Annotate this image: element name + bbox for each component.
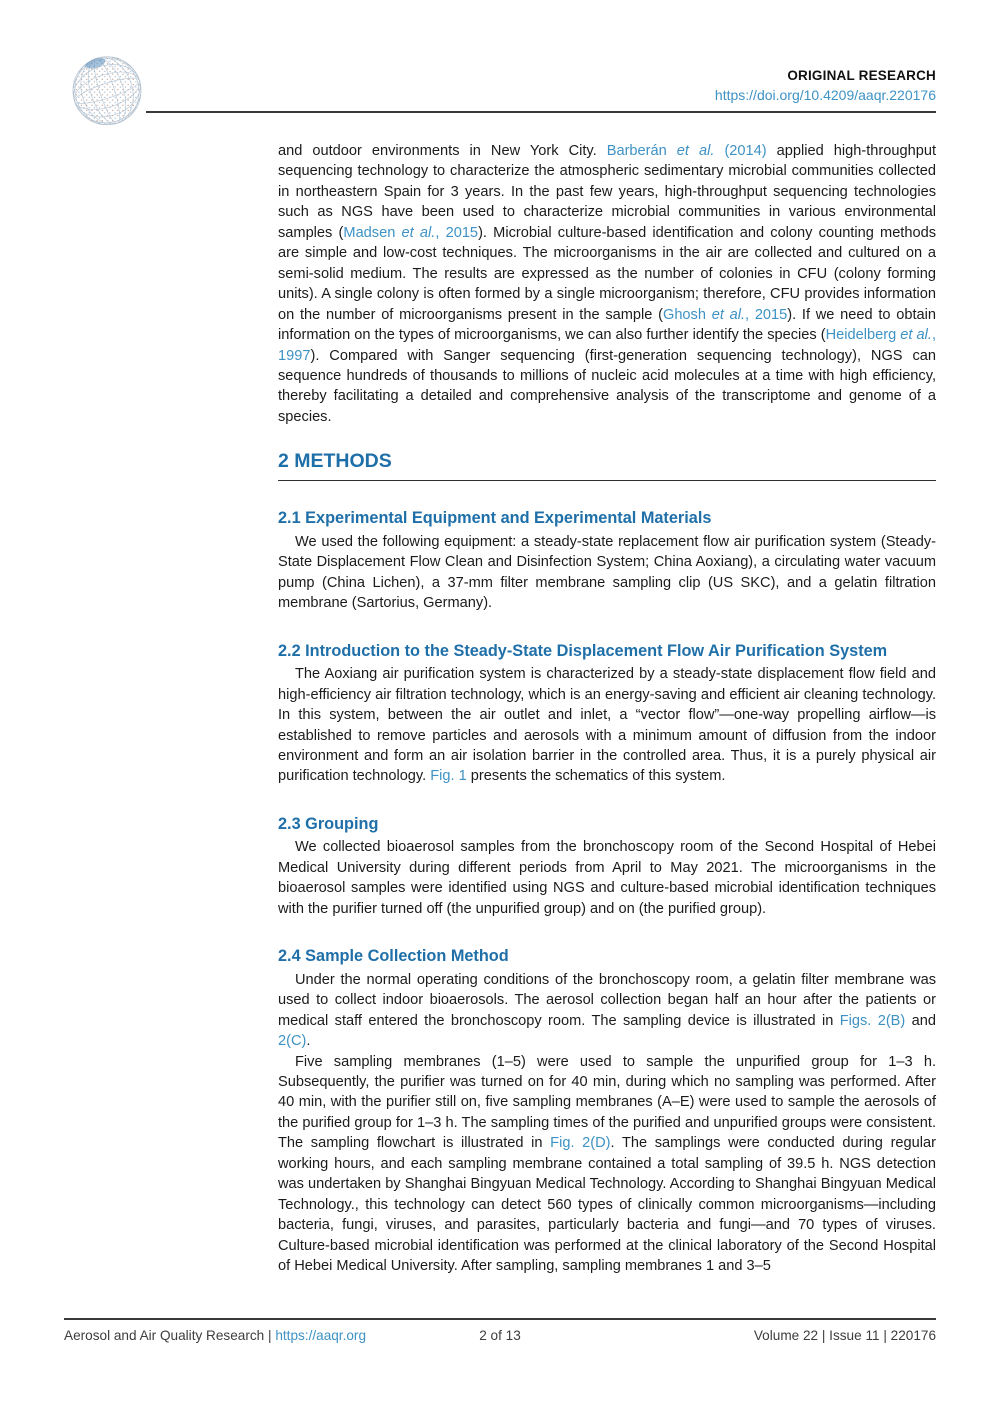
text-run: ). If we need to obtain information on the types of microorganisms, we can also further identify the species ( — [278, 306, 937, 344]
subsection-heading-2-3: 2.3 Grouping — [278, 814, 379, 833]
globe-logo — [70, 52, 144, 128]
citation-link[interactable]: Ghosh — [662, 306, 712, 323]
header-divider — [146, 111, 936, 113]
citation-link[interactable]: Heidelberg — [825, 327, 901, 344]
paragraph-2-3 — [278, 837, 936, 919]
subsection-heading-2-1: 2.1 Experimental Equipment and Experimental Materials — [278, 509, 712, 528]
text-run: Under the normal operating conditions of the bronchoscopy room, a gelatin filter membrane was used to collect indoor bioaerosols. The aerosol collection began half an hour after the patients or medical staff entered the bronchoscopy room. The sampling device is illustrated in — [278, 971, 936, 1029]
text-run: applied high-throughput sequencing technology to characterize the atmospheric sedimentary microbial communities collected in northeastern Spain for 3 years. In the past few years, high-throughput sequencing technologies such as NGS have been used to characterize microbial communities in various environmental samples ( — [278, 143, 936, 241]
paragraph-2-4-a — [278, 970, 936, 1052]
footer-journal — [64, 1328, 479, 1343]
text-run: presents the schematics of this system. — [466, 768, 726, 785]
text-run: ). Compared with Sanger sequencing (first-generation sequencing technology), NGS can sequence hundreds of thousands to millions of nucleic acid molecules at a time with high efficiency, thereby facilitating a detailed and comprehensive analysis of the transcriptome and genome of a species. — [278, 347, 936, 425]
citation-link[interactable]: 2(C) — [278, 1033, 307, 1050]
citation-link[interactable]: , 1997 — [278, 327, 937, 364]
citation-link[interactable]: Fig. 2(D) — [550, 1135, 611, 1152]
globe-wireframe-icon — [70, 52, 144, 128]
footer-divider — [64, 1318, 936, 1320]
text-run: The Aoxiang air purification system is characterized by a steady-state displacement flow field and high-efficiency air filtration technology, which is an energy-saving and efficient air cleaning technology. In this system, between the air outlet and inlet, a “vector flow”—one-way propelling airflow—is established to remove particles and aerosols with a minimum amount of diffusion from the indoor environment and form an air isolation barrier in the controlled area. Thus, it is a purely physical air purification technology. — [278, 666, 936, 785]
footer-journal-name: Aerosol and Air Quality Research | — [64, 1328, 276, 1343]
text-run: . — [306, 1033, 311, 1050]
citation-link[interactable]: et al. — [676, 143, 715, 159]
page-footer — [64, 1318, 936, 1343]
text-run: We used the following equipment: a steady-state replacement flow air purification system (Steady-State Displacement Flow Clean and Disinfection System; China Aoxiang), a circulating water vacuum pump (China Lichen), a 37-mm filter membrane sampling clip (US SKC), and a gelatin filtration membrane (Sartorius, Germany). — [278, 533, 936, 612]
citation-link[interactable]: , 2015 — [745, 306, 788, 323]
citation-link[interactable]: et al. — [401, 224, 436, 241]
citation-link[interactable]: Figs. 2(B) — [839, 1012, 906, 1029]
paragraph-2-4-b — [278, 1052, 936, 1277]
citation-link[interactable]: Fig. 1 — [430, 768, 467, 785]
doi-link[interactable]: https://doi.org/10.4209/aaqr.220176 — [714, 87, 936, 103]
footer-volume-info: Volume 22 | Issue 11 | 220176 — [753, 1328, 937, 1343]
footer-site-link[interactable]: https://aaqr.org — [275, 1328, 367, 1343]
page-header — [715, 68, 936, 103]
text-run: and outdoor environments in New York City. — [278, 143, 607, 159]
text-run: We collected bioaerosol samples from the bronchoscopy room of the Second Hospital of Hebei Medical University during different periods from April to May 2021. The microorganisms in the bioaerosol samples were identified using NGS and culture-based microbial identification techniques with the purifier turned off (the unpurified group) and on (the purified group). — [278, 839, 936, 917]
citation-link[interactable]: , 2015 — [435, 224, 479, 241]
text-run: and — [905, 1012, 936, 1029]
subsection-heading-2-4: 2.4 Sample Collection Method — [278, 947, 509, 966]
footer-page-number: 2 of 13 — [479, 1328, 521, 1343]
section-heading-divider — [278, 480, 936, 481]
text-run: ). Microbial culture-based identification and colony counting methods are simple and low-cost techniques. The microorganisms in the air are collected and cultured on a semi-solid medium. The results are expressed as the number of colonies in CFU (colony forming units). A single colony is often formed by a single microorganism; therefore, CFU provides information on the number of microorganisms present in the sample ( — [278, 224, 937, 323]
citation-link[interactable]: et al. — [711, 306, 746, 323]
section-heading-methods: 2 METHODS — [278, 450, 392, 473]
citation-link[interactable]: Barberán — [606, 143, 677, 159]
article-type-label: ORIGINAL RESEARCH — [787, 68, 936, 83]
citation-link[interactable]: et al. — [900, 327, 932, 344]
citation-link[interactable]: (2014) — [714, 143, 767, 159]
paragraph-2-1 — [278, 532, 936, 614]
intro-paragraph — [278, 141, 936, 427]
paragraph-2-2 — [278, 664, 936, 787]
text-run: Five sampling membranes (1–5) were used to sample the unpurified group for 1–3 h. Subsequently, the purifier was turned on for 40 min, during which no sampling was performed. After 40 min, with the purifier still on, five sampling membranes (A–E) were used to sample the aerosols of the purified group for 1–3 h. The sampling times of the purified and unpurified groups were consistent. The sampling flowchart is illustrated in — [278, 1053, 936, 1152]
citation-link[interactable]: Madsen — [343, 224, 402, 241]
article-body — [278, 141, 936, 1276]
text-run: . The samplings were conducted during regular working hours, and each sampling membrane contained a total sampling of 39.5 h. NGS detection was undertaken by Shanghai Bingyuan Medical Technology. According to Shanghai Bingyuan Medical Technology., this technology can detect 560 types of clinically common microorganisms—including bacteria, fungi, viruses, and parasites, particularly bacteria and fungi—and 70 types of viruses. Culture-based microbial identification was performed at the clinical laboratory of the Second Hospital of Hebei Medical University. After sampling, sampling membranes 1 and 3–5 — [278, 1135, 936, 1275]
subsection-heading-2-2: 2.2 Introduction to the Steady-State Displacement Flow Air Purification System — [278, 641, 888, 660]
